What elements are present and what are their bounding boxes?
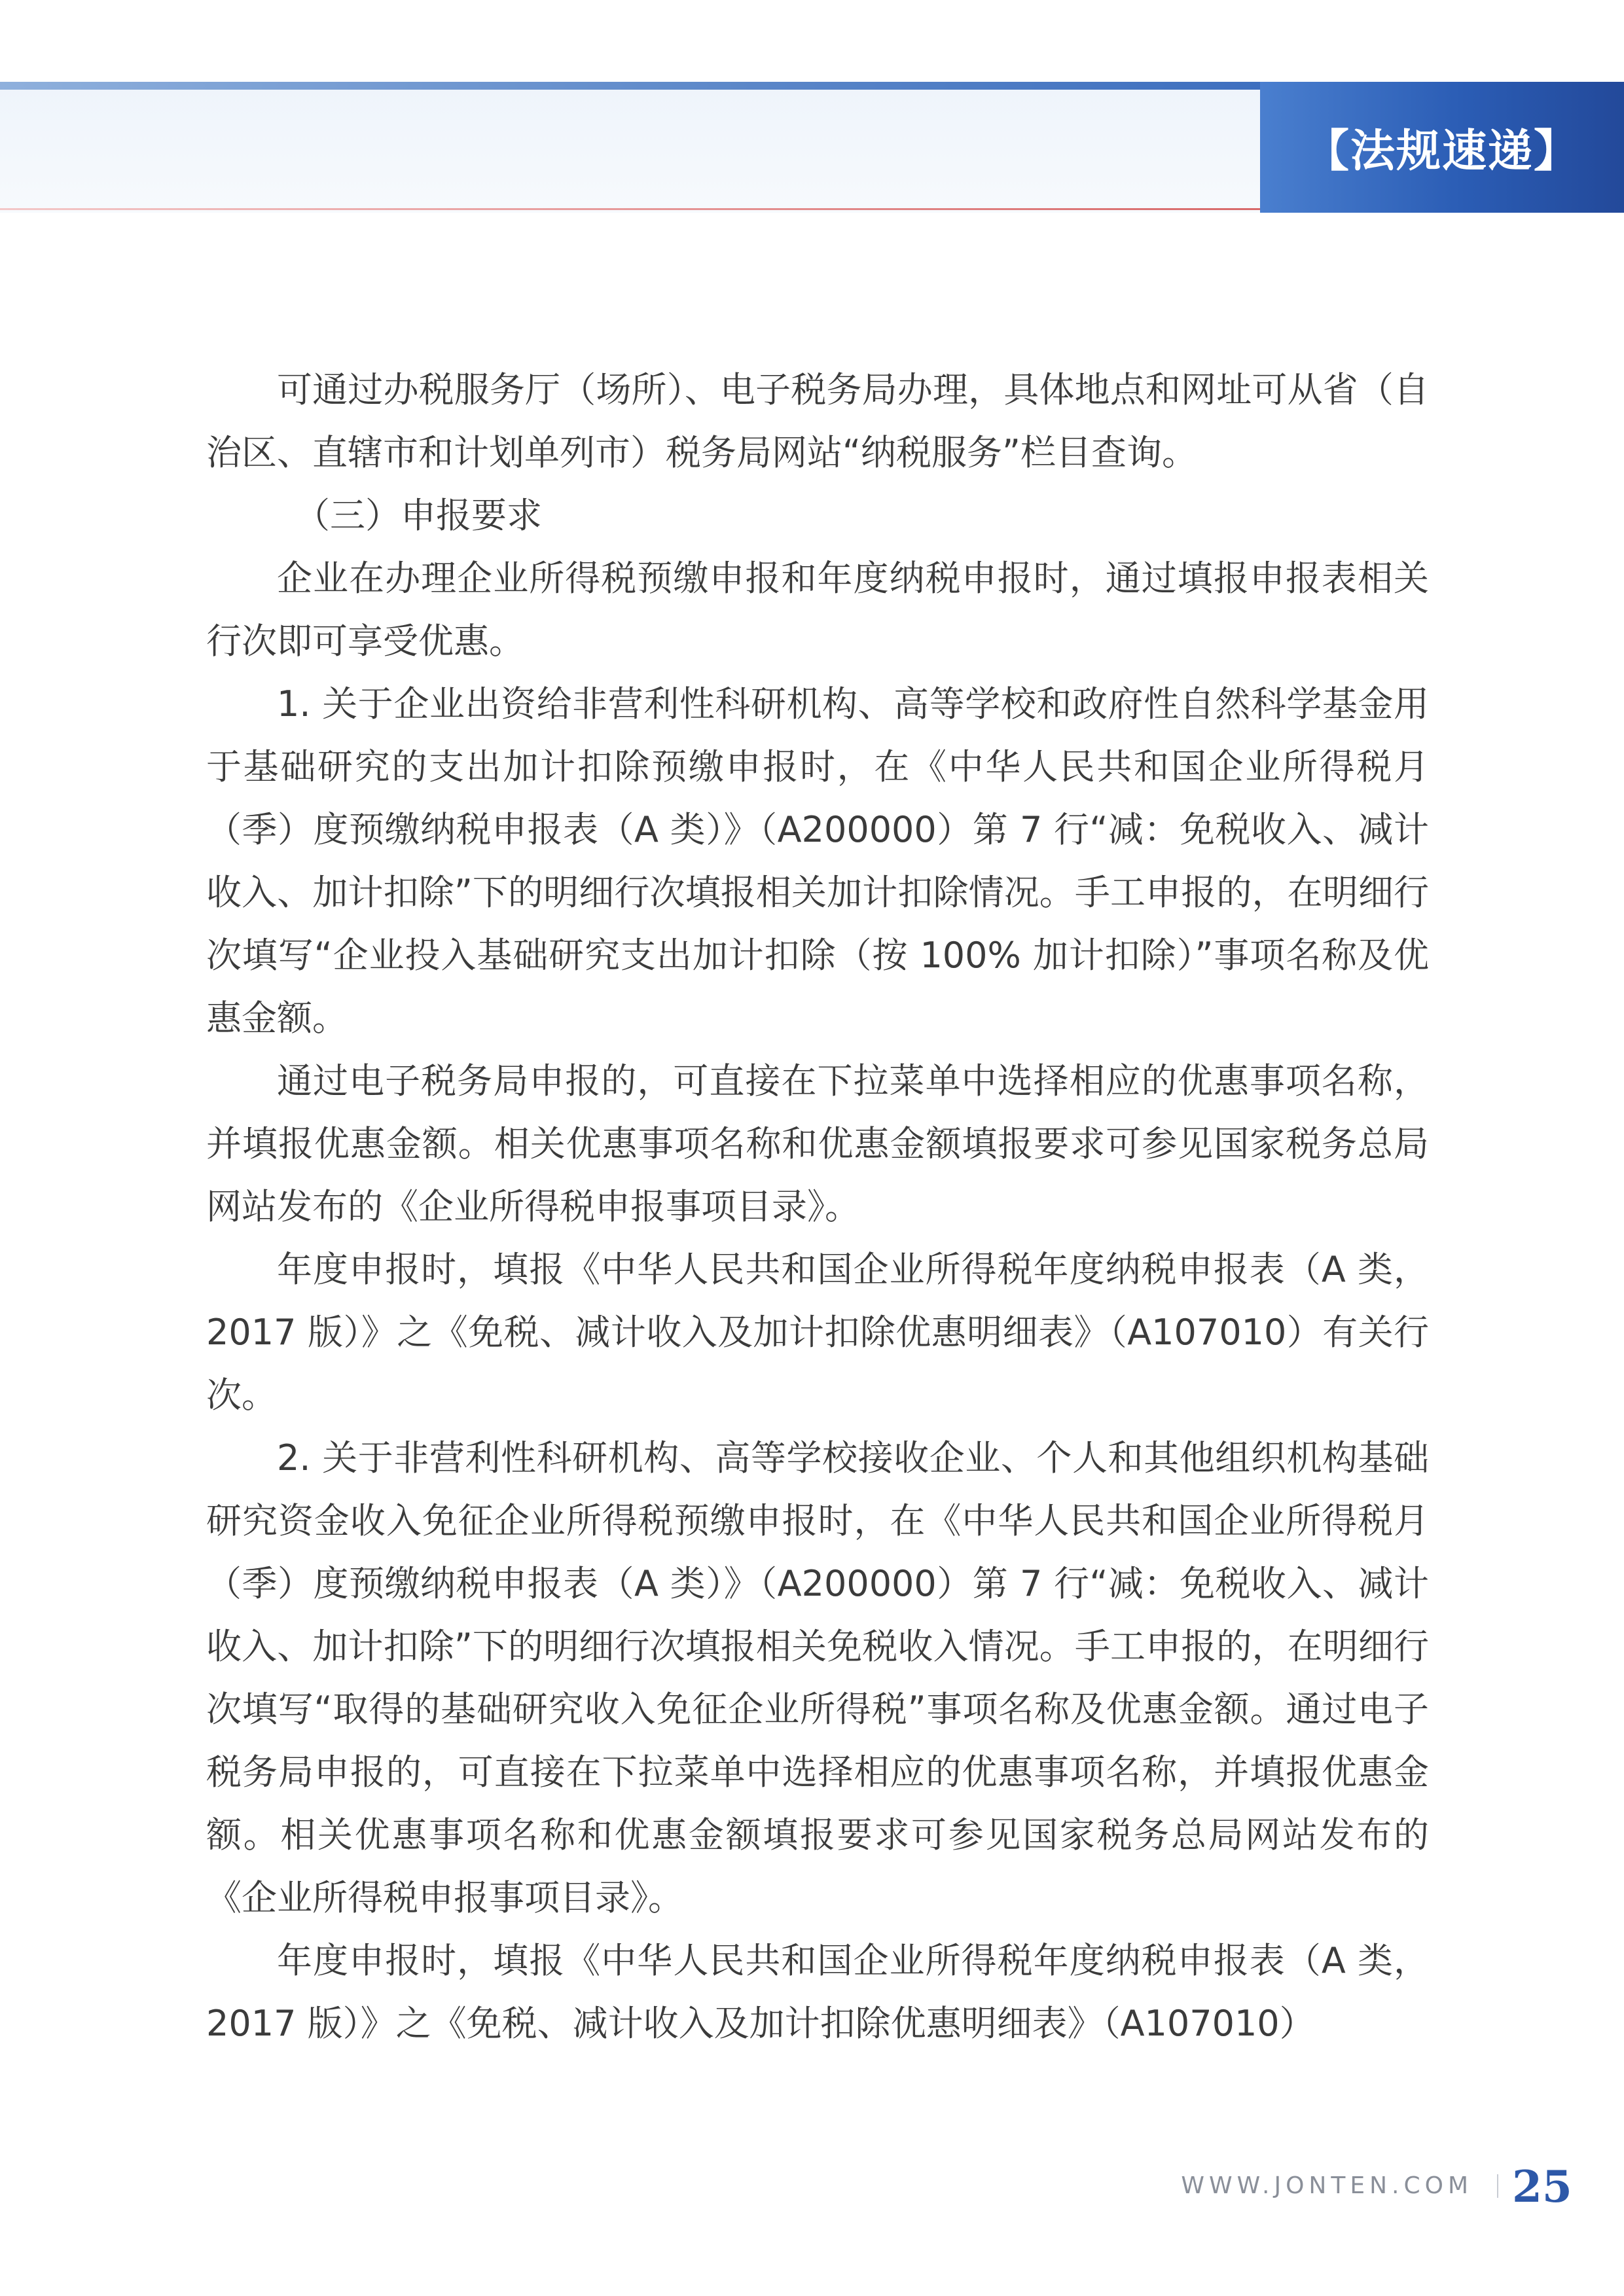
paragraph: 年度申报时，填报《中华人民共和国企业所得税年度纳税申报表（A 类，2017 版）》之《免税、减计收入及加计扣除优惠明细表》（A107010）	[206, 1940, 1429, 2044]
page-number: 25	[1512, 2161, 1572, 2212]
section-heading: （三）申报要求	[295, 495, 542, 536]
paragraph: 通过电子税务局申报的，可直接在下拉菜单中选择相应的优惠事项名称，并填报优惠金额。相关优惠事项名称和优惠金额填报要求可参见国家税务总局网站发布的《企业所得税申报事项目录》。	[206, 1060, 1429, 1227]
header-bottom-rule	[0, 208, 1260, 210]
paragraph: 企业在办理企业所得税预缴申报和年度纳税申报时，通过填报申报表相关行次即可享受优惠。	[206, 558, 1429, 662]
paragraph: 2. 关于非营利性科研机构、高等学校接收企业、个人和其他组织机构基础研究资金收入免征企业所得税预缴申报时，在《中华人民共和国企业所得税月（季）度预缴纳税申报表（A 类）》（A200000）第 7 行“减：免税收入、减计收入、加计扣除”下的明细行次填报相关免税收入情况。手工申报的，在明细行次填写“取得的基础研究收入免征企业所得税”事项名称及优惠金额。通过电子税务局申报的，可直接在下拉菜单中选择相应的优惠事项名称，并填报优惠金额。相关优惠事项名称和优惠金额填报要求可参见国家税务总局网站发布的《企业所得税申报事项目录》。	[206, 1437, 1429, 1918]
article-body	[206, 359, 1429, 2055]
header-top-rule	[0, 82, 1260, 90]
section-tag: 【法规速递】	[1260, 82, 1624, 213]
footer-website: WWW.JONTEN.COM	[1181, 2172, 1473, 2199]
paragraph: 可通过办税服务厅（场所）、电子税务局办理，具体地点和网址可从省（自治区、直辖市和计划单列市）税务局网站“纳税服务”栏目查询。	[206, 369, 1429, 473]
paragraph: 1. 关于企业出资给非营利性科研机构、高等学校和政府性自然科学基金用于基础研究的支出加计扣除预缴申报时，在《中华人民共和国企业所得税月（季）度预缴纳税申报表（A 类）》（A200000）第 7 行“减：免税收入、减计收入、加计扣除”下的明细行次填报相关加计扣除情况。手工申报的，在明细行次填写“企业投入基础研究支出加计扣除（按 100% 加计扣除）”事项名称及优惠金额。	[206, 683, 1429, 1039]
paragraph: 年度申报时，填报《中华人民共和国企业所得税年度纳税申报表（A 类，2017 版）》之《免税、减计收入及加计扣除优惠明细表》（A107010）有关行次。	[206, 1249, 1429, 1416]
footer-divider	[1497, 2174, 1498, 2198]
